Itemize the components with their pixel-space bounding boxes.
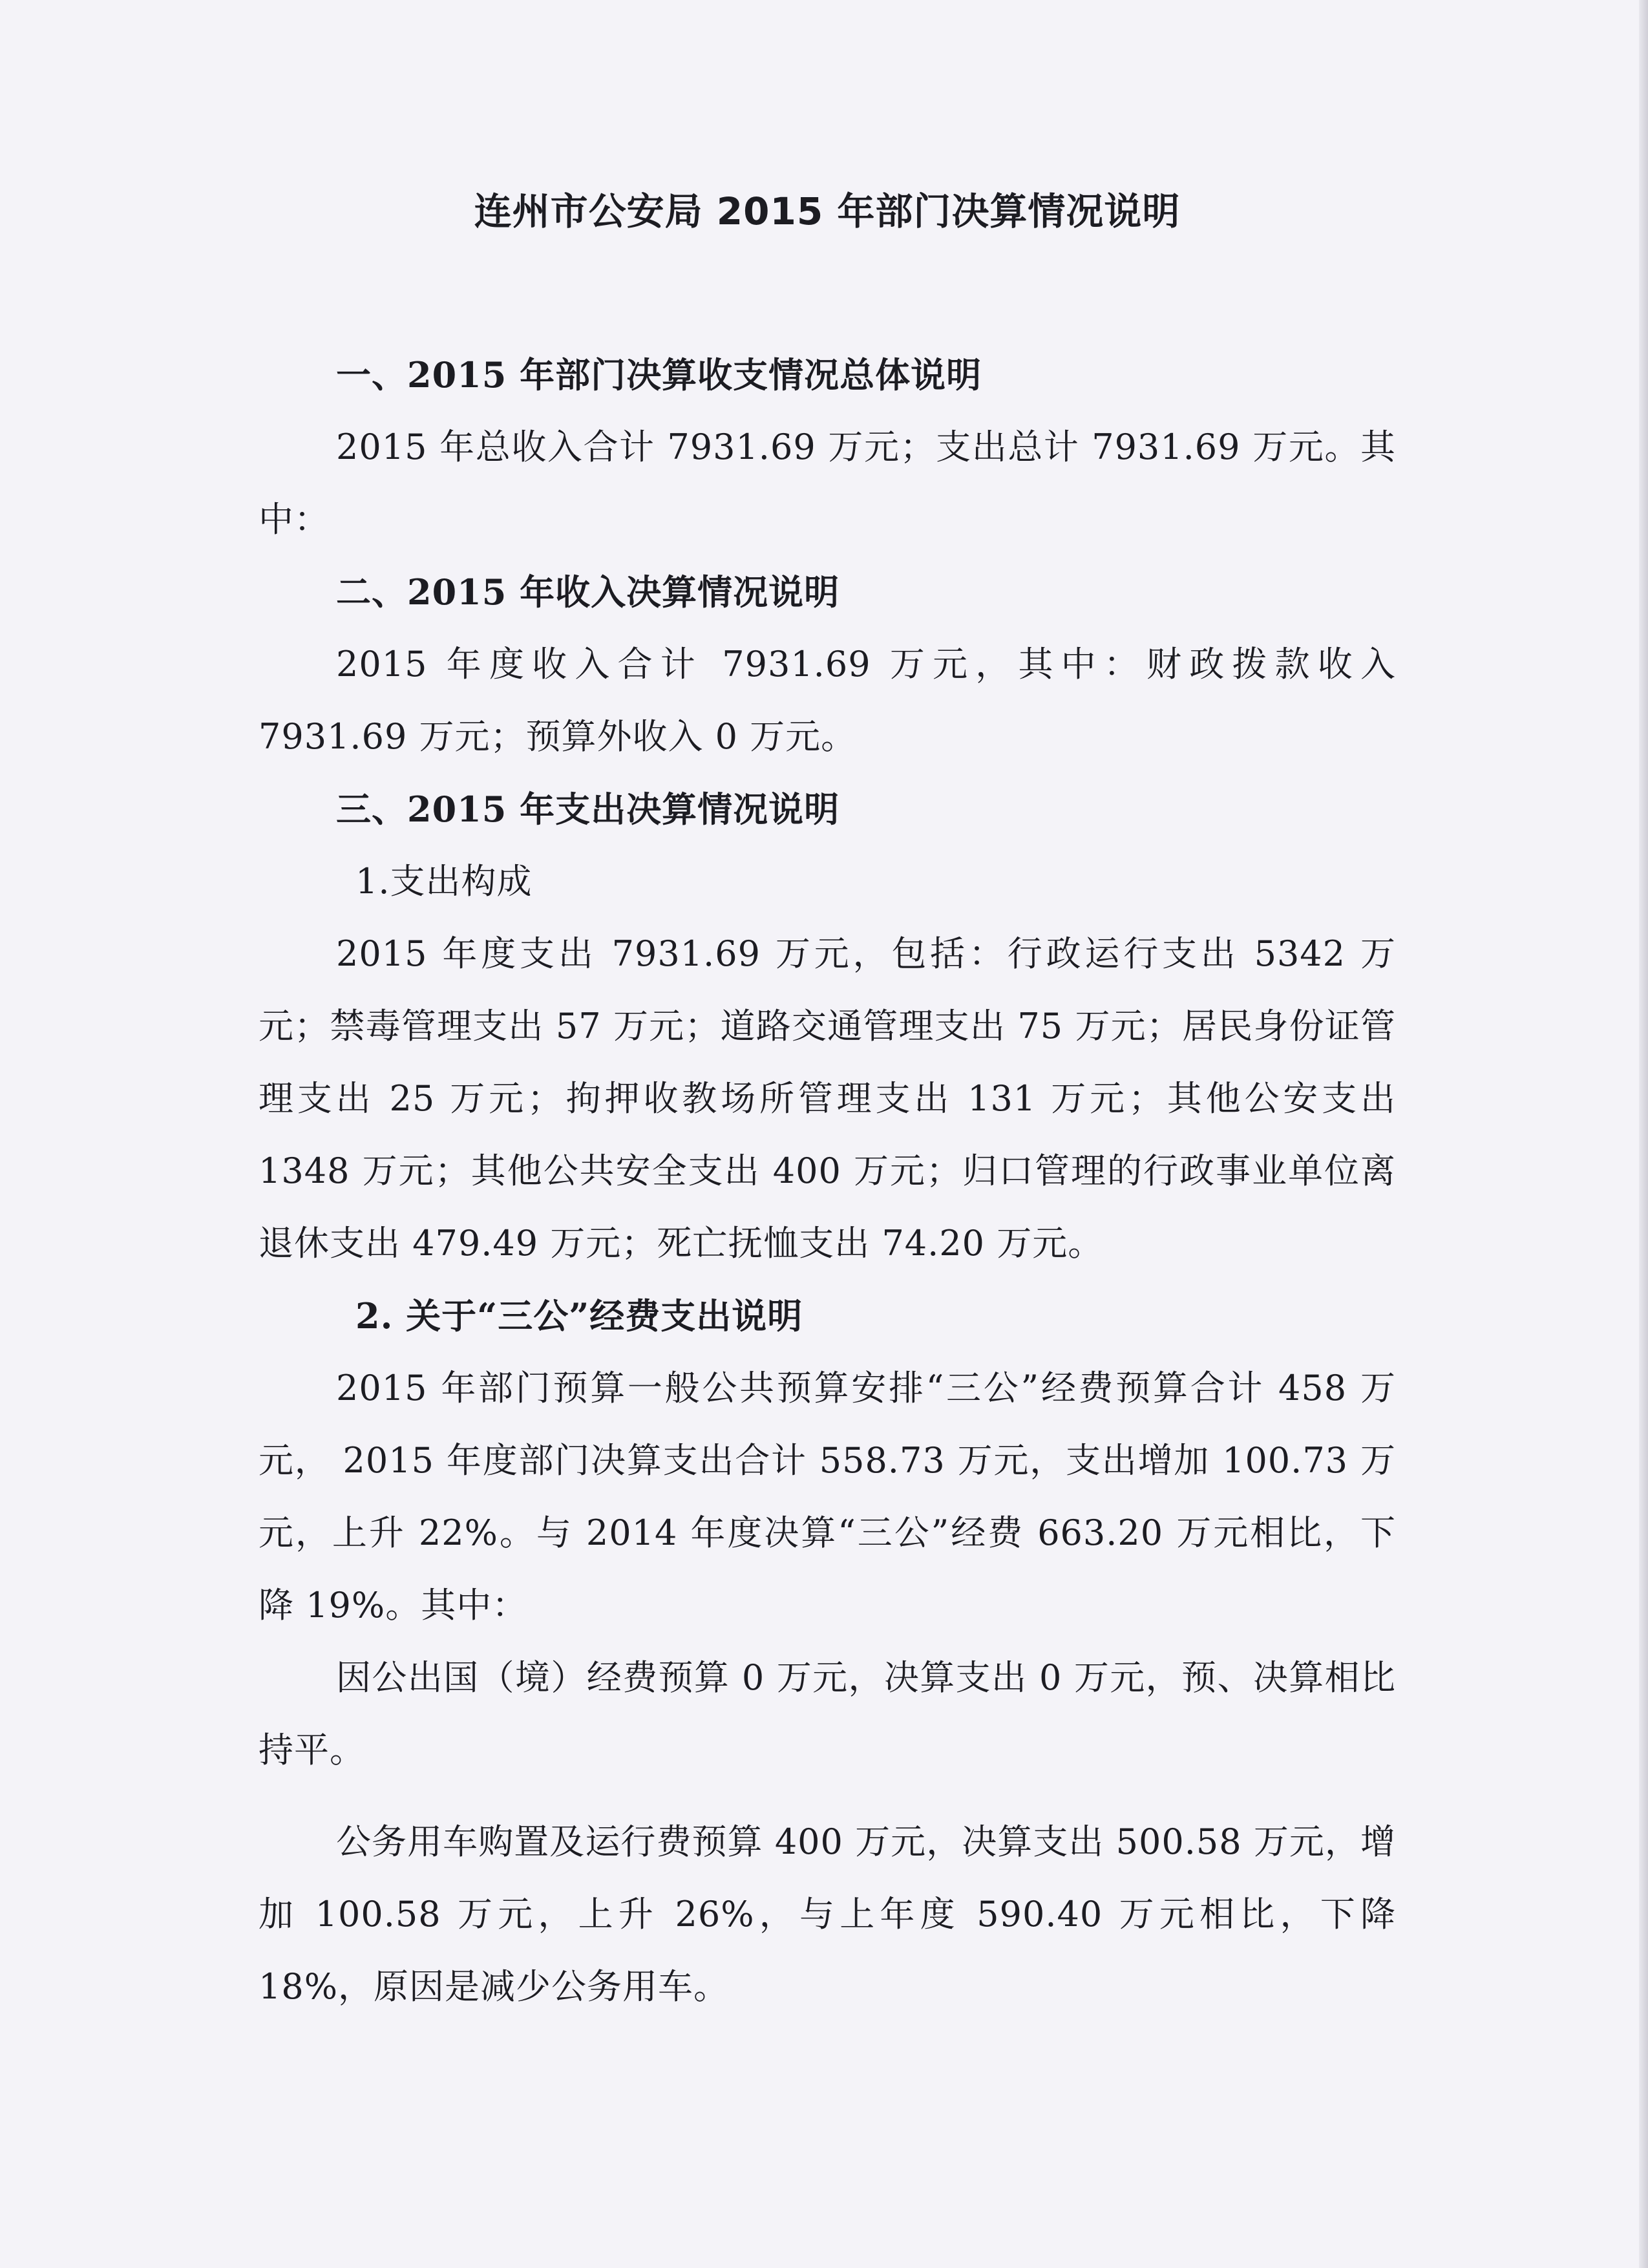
section2-heading: 二、2015 年收入决算情况说明	[336, 571, 840, 613]
official-vehicle-paragraph: 公务用车购置及运行费预算 400 万元，决算支出 500.58 万元，增加 100.58 万元，上升 26%，与上年度 590.40 万元相比，下降 18%，原因是减少公务用车。	[259, 1821, 1396, 2007]
section3-heading: 三、2015 年支出决算情况说明	[336, 789, 840, 830]
paragraph-gap	[259, 1786, 1396, 1806]
expenditure-composition-heading: 1.支出构成	[355, 861, 533, 902]
document-body	[259, 181, 1396, 2023]
document-title: 连州市公安局 2015 年部门决算情况说明	[474, 189, 1181, 233]
scan-edge	[1639, 0, 1648, 2268]
section1-paragraph: 2015 年总收入合计 7931.69 万元；支出总计 7931.69 万元。其中：	[259, 427, 1396, 540]
section2-paragraph: 2015 年度收入合计 7931.69 万元，其中：财政拨款收入 7931.69 万元；预算外收入 0 万元。	[259, 644, 1396, 757]
overseas-travel-paragraph: 因公出国（境）经费预算 0 万元，决算支出 0 万元，预、决算相比持平。	[259, 1657, 1396, 1770]
three-public-expenses-heading: 2. 关于“三公”经费支出说明	[355, 1295, 803, 1337]
three-public-expenses-paragraph: 2015 年部门预算一般公共预算安排“三公”经费预算合计 458 万元， 2015 年度部门决算支出合计 558.73 万元，支出增加 100.73 万元，上升 22%。与 2014 年度决算“三公”经费 663.20 万元相比，下降 19%。其中：	[259, 1368, 1396, 1626]
expenditure-composition-paragraph: 2015 年度支出 7931.69 万元，包括：行政运行支出 5342 万元；禁毒管理支出 57 万元；道路交通管理支出 75 万元；居民身份证管理支出 25 万元；拘押收教场所管理支出 131 万元；其他公安支出 1348 万元；其他公共安全支出 400 万元；归口管理的行政事业单位离退休支出 479.49 万元；死亡抚恤支出 74.20 万元。	[259, 933, 1396, 1264]
section1-heading: 一、2015 年部门决算收支情况总体说明	[336, 354, 982, 396]
